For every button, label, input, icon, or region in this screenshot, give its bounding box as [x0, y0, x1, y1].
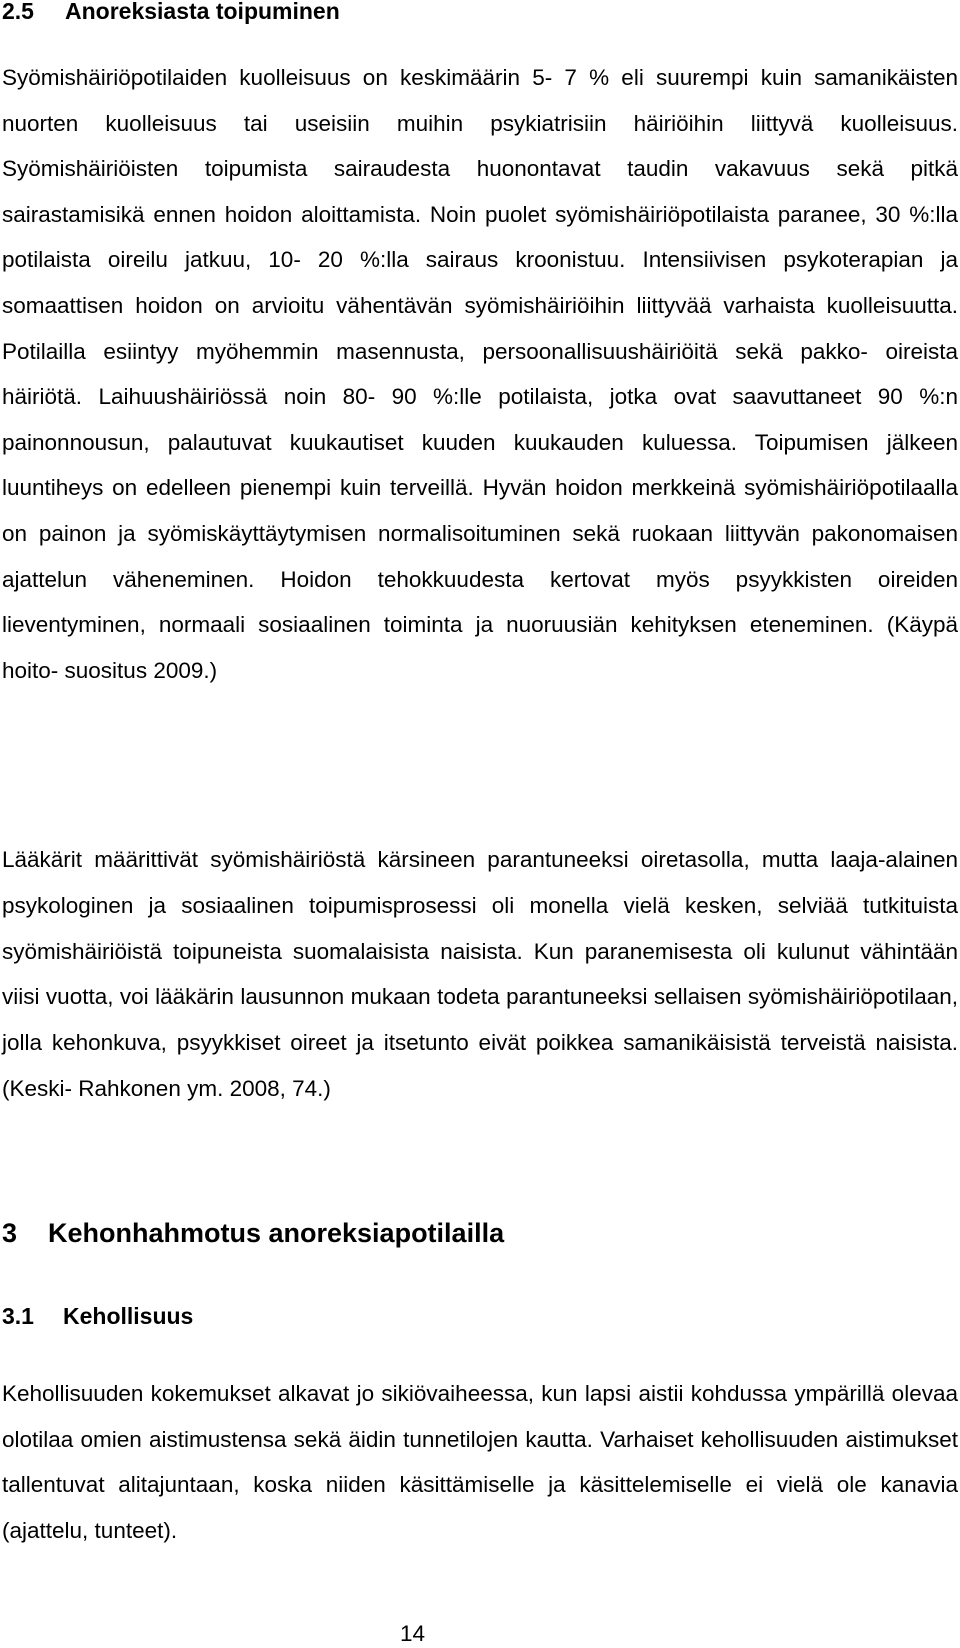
paragraph-embodiment: Kehollisuuden kokemukset alkavat jo sikiövaiheessa, kun lapsi aistii kohdussa ympärillä olevaa olotilaa omien aistimustensa sekä äidin tunnetilojen kautta. Varhaiset kehollisuuden aistimukset tallentuvat alitajuntaan, koska niiden käsittämiselle ja käsittelemiselle ei vielä ole kanavia (ajattelu, tunteet). — [2, 1381, 958, 1543]
section-number: 2.5 — [2, 0, 34, 24]
section-title: Anoreksiasta toipuminen — [65, 0, 340, 24]
document-page — [2, 0, 960, 1648]
section-heading-3-1 — [2, 1303, 193, 1330]
page-number: 14 — [400, 1621, 426, 1646]
chapter-title: Kehonhahmotus anoreksiapotilailla — [48, 1218, 505, 1248]
paragraph-recovery-definition: Lääkärit määrittivät syömishäiriöstä kärsineen parantuneeksi oiretasolla, mutta laaja-alainen psykologinen ja sosiaalinen toipumisprosessi oli monella vielä kesken, selviää tutkituista syömishäiriöistä toipuneista suomalaisista naisista. Kun paranemisesta oli kulunut vähintään viisi vuotta, voi lääkärin lausunnon mukaan todeta parantuneeksi sellaisen syömishäiriöpotilaan, jolla kehonkuva, psyykkiset oireet ja itsetunto eivät poikkea samanikäisistä terveistä naisista. (Keski- Rahkonen ym. 2008, 74.) — [2, 847, 958, 1101]
chapter-heading-3 — [2, 1218, 504, 1249]
section-heading-2-5 — [2, 0, 340, 25]
section-title: Kehollisuus — [63, 1303, 194, 1329]
section-number: 3.1 — [2, 1303, 34, 1329]
paragraph-recovery-statistics: Syömishäiriöpotilaiden kuolleisuus on keskimäärin 5- 7 % eli suurempi kuin samanikäisten nuorten kuolleisuus tai useisiin muihin psykiatrisiin häiriöihin liittyvä kuolleisuus. Syömishäiriöisten toipumista sairaudesta huonontavat taudin vakavuus sekä pitkä sairastamisikä ennen hoidon aloittamista. Noin puolet syömishäiriöpotilaista paranee, 30 %:lla potilaista oireilu jatkuu, 10- 20 %:lla sairaus kroonistuu. Intensiivisen psykoterapian ja somaattisen hoidon on arvioitu vähentävän syömishäiriöihin liittyvää varhaista kuolleisuutta. Potilailla esiintyy myöhemmin masennusta, persoonallisuushäiriöitä sekä pakko- oireista häiriötä. Laihuushäiriössä noin 80- 90 %:lle potilaista, jotka ovat saavuttaneet 90 %:n painonnousun, palautuvat kuukautiset kuuden kuukauden kuluessa. Toipumisen jälkeen luuntiheys on edelleen pienempi kuin terveillä. Hyvän hoidon merkkeinä syömishäiriöpotilaalla on painon ja syömiskäyttäytymisen normalisoituminen sekä ruokaan liittyvän pakonomaisen ajattelun väheneminen. Hoidon tehokkuudesta kertovat myös psyykkisten oireiden lieventyminen, normaali sosiaalinen toiminta ja nuoruusiän kehityksen eteneminen. (Käypä hoito- suositus 2009.) — [2, 65, 958, 683]
chapter-number: 3 — [2, 1218, 18, 1248]
